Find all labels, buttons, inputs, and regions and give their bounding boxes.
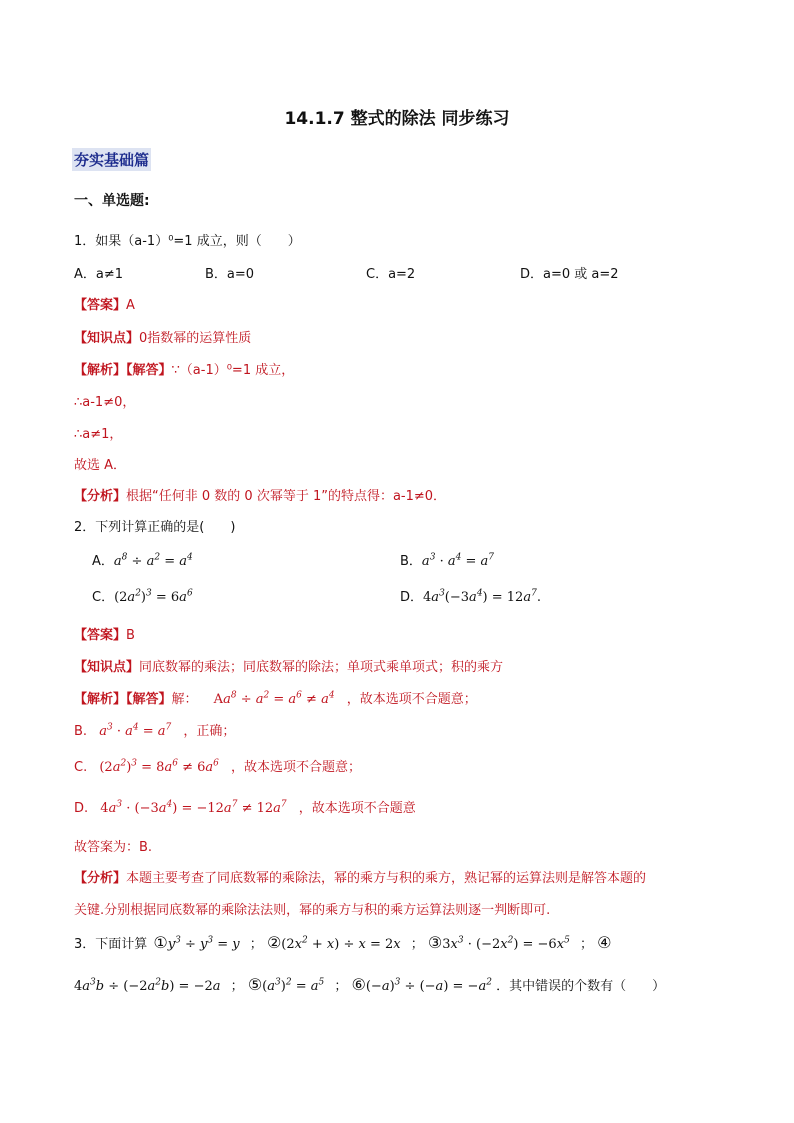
- answer-tag: 【答案】: [74, 298, 127, 313]
- q2-answer: 【答案】B: [74, 628, 135, 643]
- q1-option-c: C．a=2: [366, 267, 416, 282]
- q2-option-b: B．$a^3 \cdot a^4 = a^7$: [400, 552, 494, 569]
- q3-stem-line-2: $4a^3b \div (-2a^2b) = -2a$ ； $⑤(a^3)^2 = a^5$ ； $⑥(-a)^3 \div (-a) = -a^2$ ．其中错误的个数有（ ）: [74, 975, 666, 994]
- page-title: 14.1.7 整式的除法 同步练习: [284, 109, 510, 129]
- q2-conclusion: 故答案为：B.: [74, 840, 153, 855]
- q2-solution-line-d: D. $4a^3 \cdot (-3a^4) = -12a^7 \ne 12a^7$ ，故本选项不合题意: [74, 799, 416, 816]
- q2-stem: 2．下列计算正确的是( ): [74, 520, 236, 535]
- q2-solution-line-c: C. $(2a^2)^3 = 8a^6 \ne 6a^6$ ，故本选项不合题意；: [74, 758, 362, 775]
- q1-solution-line-1: 【解析】【解答】∵（a-1）⁰=1 成立，: [74, 363, 295, 378]
- q3-stem-line-1: 3．下面计算 $①y^3 \div y^3 = y$ ； $②(2x^2 + x) \div x = 2x$ ； $③3x^3 \cdot (-2x^2) = -6x^5$ ； ④: [74, 933, 612, 952]
- q1-option-a: A．a≠1: [74, 267, 124, 282]
- q2-analysis-line-2: 关键.分别根据同底数幂的乘除法法则，幂的乘方与积的乘方运算法则逐一判断即可.: [74, 903, 551, 918]
- q2-option-c: C．$(2a^2)^3 = 6a^6$: [92, 588, 193, 605]
- q1-answer: [74, 294, 135, 313]
- q1-solution-line-2: ∴a-1≠0，: [74, 395, 136, 410]
- q1-analysis: 【分析】根据“任何非 0 数的 0 次幂等于 1”的特点得：a-1≠0．: [74, 489, 447, 504]
- question-type-heading: 一、单选题:: [74, 193, 150, 209]
- q1-option-b: B．a=0: [205, 267, 255, 282]
- q1-stem: 1．如果（a-1）⁰=1 成立，则（ ）: [74, 234, 301, 249]
- q1-knowledge-point: 【知识点】0指数幂的运算性质: [74, 331, 252, 346]
- q2-knowledge-point: 【知识点】同底数幂的乘法；同底数幂的除法；单项式乘单项式；积的乘方: [74, 660, 504, 675]
- q2-solution-line-b: B. $a^3 \cdot a^4 = a^7$ ，正确；: [74, 722, 236, 739]
- q1-solution-line-3: ∴a≠1，: [74, 427, 123, 442]
- q2-option-d: D．$4a^3(-3a^4) = 12a^7$.: [400, 588, 541, 605]
- q1-option-d: D．a=0 或 a=2: [520, 267, 619, 282]
- q1-solution-line-4: 故选 A．: [74, 458, 127, 473]
- answer-value: A: [126, 298, 135, 313]
- q2-analysis-line-1: 【分析】本题主要考查了同底数幂的乘除法，幂的乘方与积的乘方，熟记幂的运算法则是解答本题的: [74, 871, 647, 886]
- section-heading: 夯实基础篇: [72, 148, 151, 171]
- q2-option-a: A．$a^8 \div a^2 = a^4$: [92, 552, 193, 569]
- q2-solution-line-a: 【解析】【解答】解： $Aa^8 \div a^2 = a^6 \ne a^4$ ，故本选项不合题意；: [74, 690, 477, 707]
